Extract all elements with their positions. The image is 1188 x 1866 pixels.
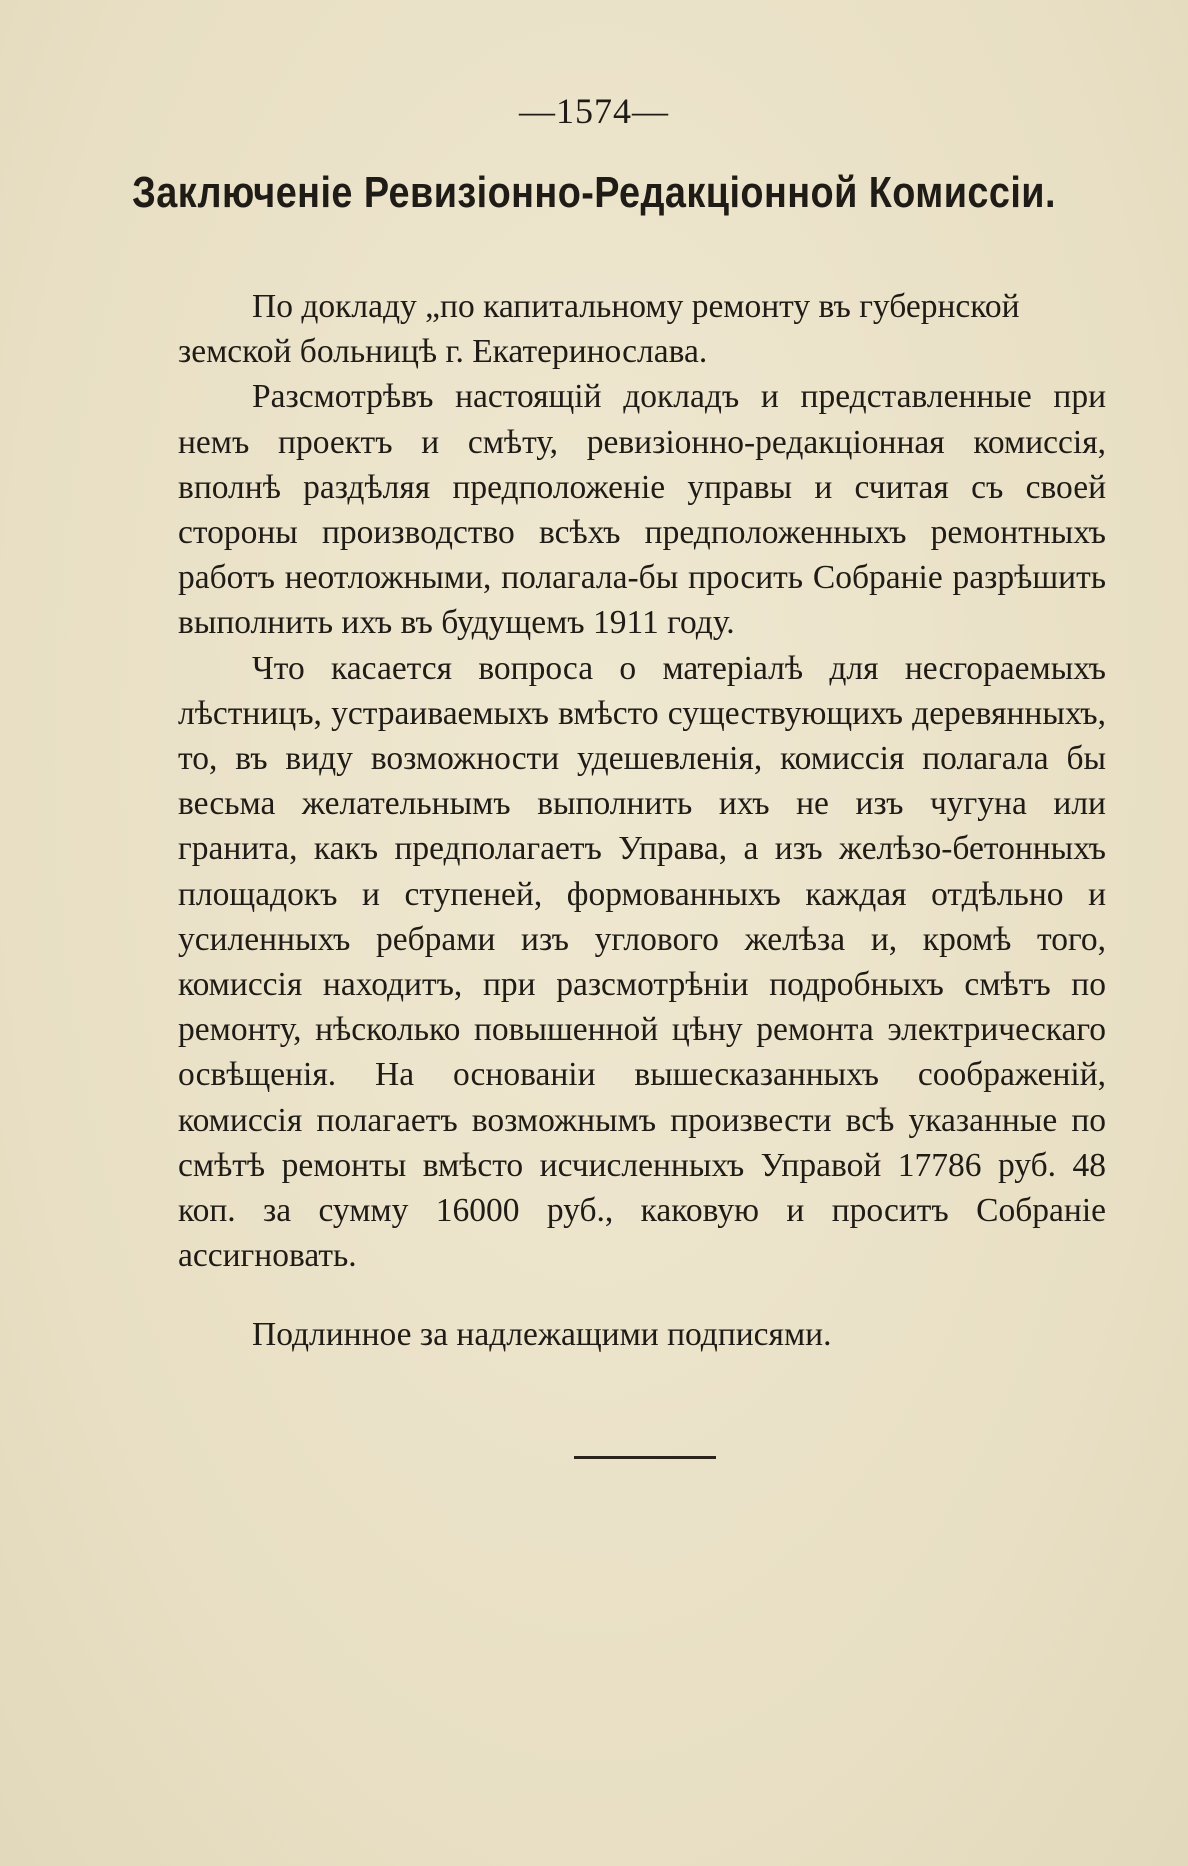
closing-rule xyxy=(574,1456,716,1459)
paragraph-review: Разсмотрѣвъ настоящiй докладъ и представленные при немъ проектъ и смѣту, ревизiонно-редакцiонная комиссiя, вполнѣ раздѣляя предположенiе управы и считая съ своей стороны производство всѣхъ предположенныхъ ремонтныхъ работъ неотложными, полагала-бы просить Собранiе разрѣшить выполнить ихъ въ будущемъ 1911 году. xyxy=(178,378,1106,642)
signature-note: Подлинное за надлежащими подписями. xyxy=(252,1316,832,1353)
document-body xyxy=(178,284,1106,1278)
paragraph-materials: Что касается вопроса о матерiалѣ для несгораемыхъ лѣстницъ, устраиваемыхъ вмѣсто существующихъ деревянныхъ, то, въ виду возможности удешевленiя, комиссiя полагала бы весьма желательнымъ выполнить ихъ не изъ чугуна или гранита, какъ предполагаетъ Управа, а изъ желѣзо-бетонныхъ площадокъ и ступеней, формованныхъ каждая отдѣльно и усиленныхъ ребрами изъ углового желѣза и, кромѣ того, комиссiя находитъ, при разсмотрѣнiи подробныхъ смѣтъ по ремонту, нѣсколько повышенной цѣну ремонта электрическаго освѣщенiя. На основанiи вышесказанныхъ соображенiй, комиссiя полагаетъ возможнымъ произвести всѣ указанные по смѣтѣ ремонты вмѣсто исчисленныхъ Управой 17786 руб. 48 коп. за сумму 16000 руб., каковую и проситъ Собранiе ассигновать. xyxy=(178,649,1106,1275)
paragraph-subject: По докладу „по капитальному ремонту въ губернской земской больницѣ г. Екатеринослава. xyxy=(178,288,1020,371)
document-title: Заключенiе Ревизiонно-Редакцiонной Комиссiи. xyxy=(132,168,1056,217)
page-number: —1574— xyxy=(519,91,669,131)
